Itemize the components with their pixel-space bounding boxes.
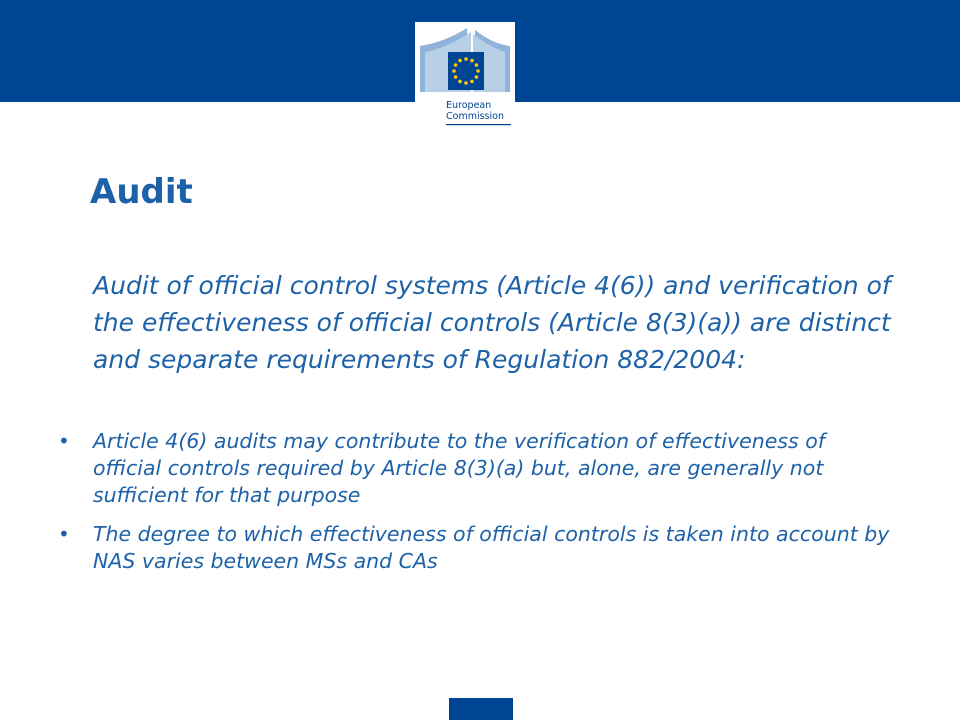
logo-line-european: European: [446, 100, 492, 111]
bullet-item-1: [58, 428, 898, 509]
european-commission-logo: [415, 22, 515, 134]
slide-title: Audit: [90, 172, 193, 212]
bullet-text-2: The degree to which effectiveness of official controls is taken into account by NAS varies between MSs and CAs: [93, 522, 890, 573]
intro-paragraph: Audit of official control systems (Article 4(6)) and verification of the effectiveness of official controls (Article 8(3)(a)) are distinct and separate requirements of Regulation 882/2004:: [93, 271, 891, 374]
bullet-list: [58, 428, 898, 587]
bullet-item-2: [58, 521, 898, 575]
bullet-dot-icon: •: [58, 522, 70, 546]
logo-wordmark: [446, 100, 504, 122]
bullet-text-1: Article 4(6) audits may contribute to the verification of effectiveness of official controls required by Article 8(3)(a) but, alone, are generally not sufficient for that purpose: [93, 429, 825, 507]
logo-line-commission: Commission: [446, 111, 504, 122]
bullet-dot-icon: •: [58, 429, 70, 453]
footer-tab: [449, 698, 513, 720]
